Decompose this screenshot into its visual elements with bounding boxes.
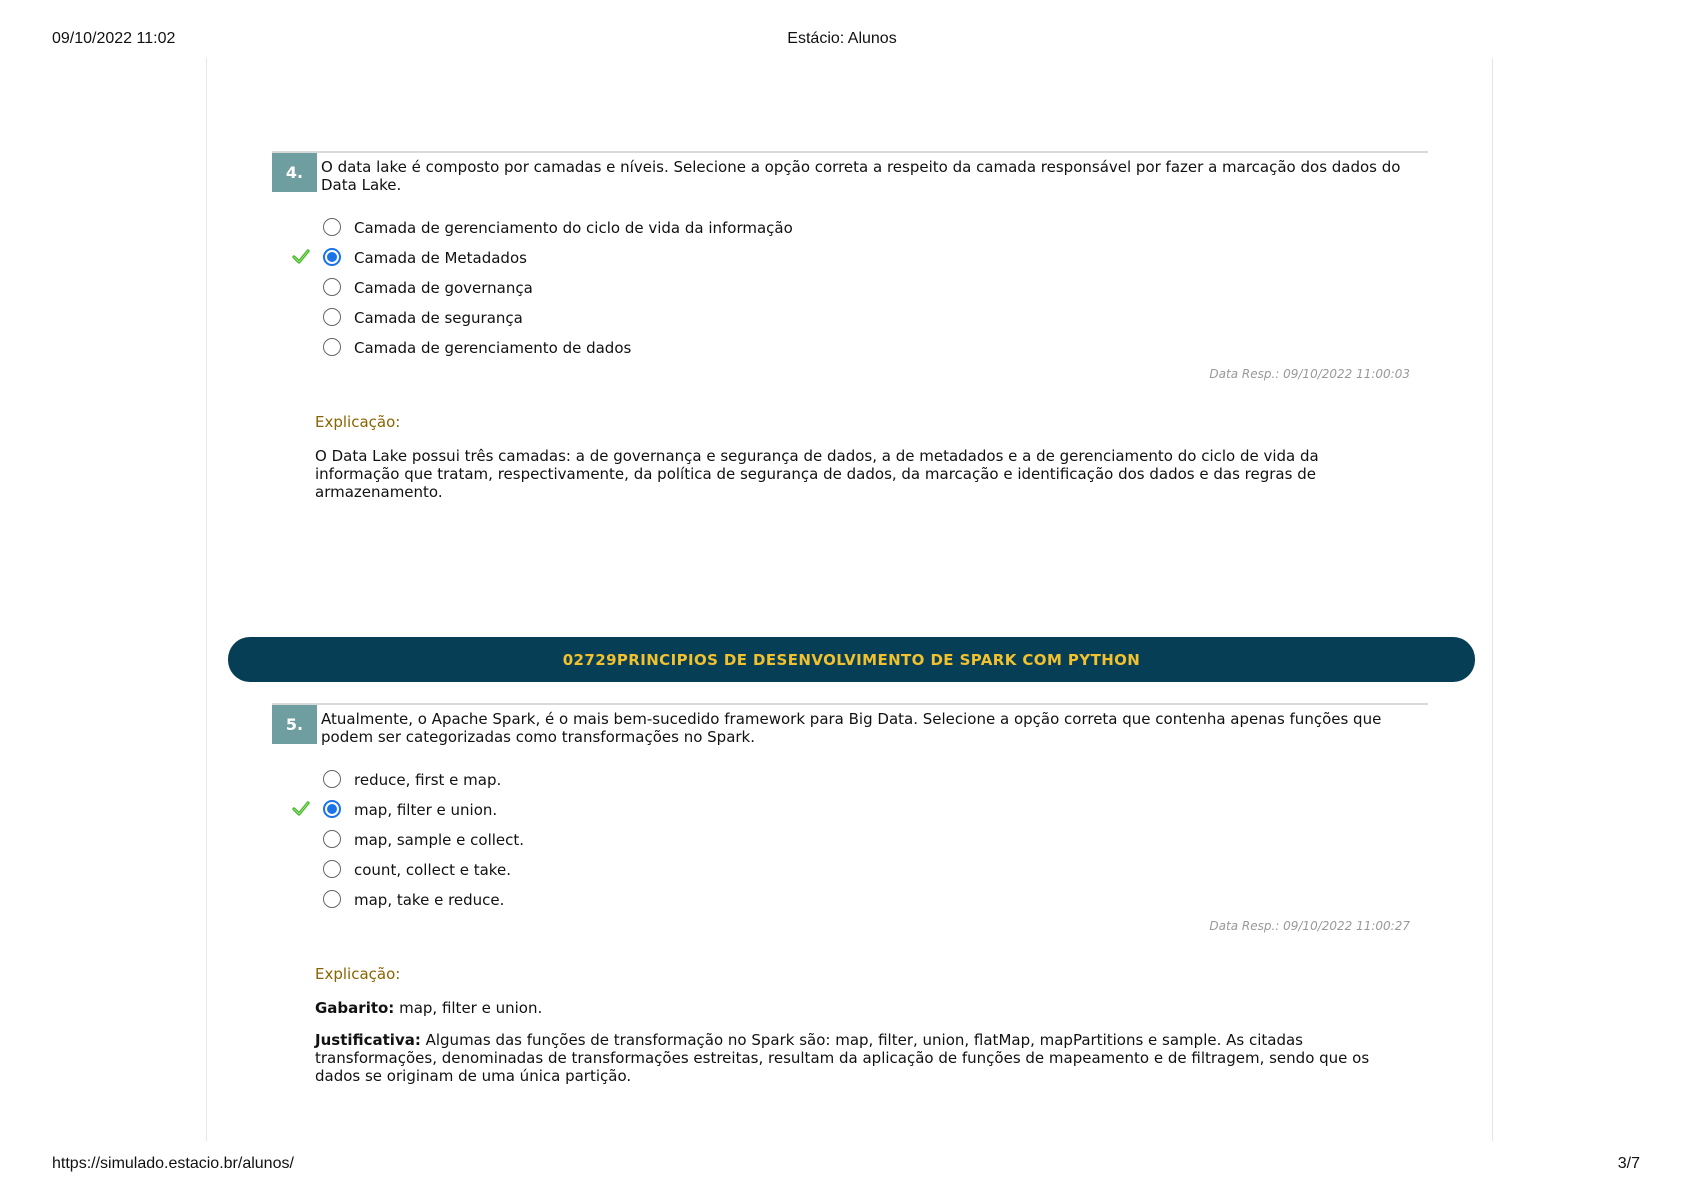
option-label: Camada de Metadados	[354, 249, 527, 267]
response-date: Data Resp.: 09/10/2022 11:00:27	[1209, 919, 1410, 933]
question-header	[272, 703, 1428, 746]
option-item[interactable]	[272, 243, 1428, 273]
question-number-badge: 5.	[272, 705, 317, 744]
option-item[interactable]	[272, 765, 1428, 795]
option-label: Camada de gerenciamento do ciclo de vida da informação	[354, 219, 793, 237]
radio-button[interactable]	[323, 770, 341, 788]
print-title: Estácio: Alunos	[787, 30, 897, 47]
question-text: O data lake é composto por camadas e níveis. Selecione a opção correta a respeito da camada responsável por fazer a marcação dos dados do Data Lake.	[321, 158, 1401, 194]
print-page-number: 3/7	[1617, 1155, 1640, 1172]
print-url: https://simulado.estacio.br/alunos/	[52, 1155, 294, 1172]
check-icon	[292, 249, 310, 265]
print-datetime: 09/10/2022 11:02	[52, 30, 176, 47]
radio-button[interactable]	[323, 218, 341, 236]
question-4	[272, 151, 1428, 515]
question-header	[272, 151, 1428, 194]
explanation-body	[315, 999, 1385, 1085]
question-text: Atualmente, o Apache Spark, é o mais bem-sucedido framework para Big Data. Selecione a opção correta que contenha apenas funções que podem ser categorizadas como transformações no Spark.	[321, 710, 1382, 746]
options-list	[272, 213, 1428, 363]
option-label: reduce, first e map.	[354, 771, 502, 789]
radio-button[interactable]	[323, 278, 341, 296]
radio-button[interactable]	[323, 308, 341, 326]
options-list	[272, 765, 1428, 915]
justificativa-label: Justificativa:	[315, 1031, 421, 1049]
option-label: Camada de gerenciamento de dados	[354, 339, 632, 357]
option-item[interactable]	[272, 273, 1428, 303]
question-5	[272, 703, 1428, 1099]
option-label: map, take e reduce.	[354, 891, 505, 909]
explanation-title: Explicação:	[315, 413, 401, 431]
option-item[interactable]	[272, 825, 1428, 855]
section-banner: 02729PRINCIPIOS DE DESENVOLVIMENTO DE SPARK COM PYTHON	[228, 637, 1475, 682]
explanation-title: Explicação:	[315, 965, 401, 983]
question-number-badge: 4.	[272, 153, 317, 192]
radio-button-selected[interactable]	[323, 248, 341, 266]
gabarito-text: map, filter e union.	[394, 999, 543, 1017]
gabarito-paragraph	[315, 999, 1385, 1017]
explanation-body	[315, 447, 1385, 501]
option-label: map, sample e collect.	[354, 831, 525, 849]
radio-button[interactable]	[323, 890, 341, 908]
option-item[interactable]	[272, 855, 1428, 885]
option-label: Camada de governança	[354, 279, 533, 297]
option-item[interactable]	[272, 885, 1428, 915]
radio-button[interactable]	[323, 830, 341, 848]
option-item[interactable]	[272, 333, 1428, 363]
response-date: Data Resp.: 09/10/2022 11:00:03	[1209, 367, 1410, 381]
justificativa-text: Algumas das funções de transformação no Spark são: map, filter, union, flatMap, mapPartitions e sample. As citadas transformações, denominadas de transformações estreitas, resultam da aplicação de funções de mapeamento e de filtragem, sendo que os dados se originam de uma única partição.	[315, 1031, 1370, 1085]
radio-button[interactable]	[323, 338, 341, 356]
gabarito-label: Gabarito:	[315, 999, 395, 1017]
check-icon	[292, 801, 310, 817]
option-item[interactable]	[272, 303, 1428, 333]
option-label: count, collect e take.	[354, 861, 511, 879]
option-item[interactable]	[272, 213, 1428, 243]
explanation-text: O Data Lake possui três camadas: a de governança e segurança de dados, a de metadados e a de gerenciamento do ciclo de vida da informação que tratam, respectivamente, da política de segurança de dados, da marcação e identificação dos dados e das regras de armazenamento.	[315, 447, 1319, 501]
option-label: map, filter e union.	[354, 801, 498, 819]
option-label: Camada de segurança	[354, 309, 523, 327]
radio-button-selected[interactable]	[323, 800, 341, 818]
radio-button[interactable]	[323, 860, 341, 878]
option-item[interactable]	[272, 795, 1428, 825]
justificativa-paragraph	[315, 1031, 1385, 1085]
